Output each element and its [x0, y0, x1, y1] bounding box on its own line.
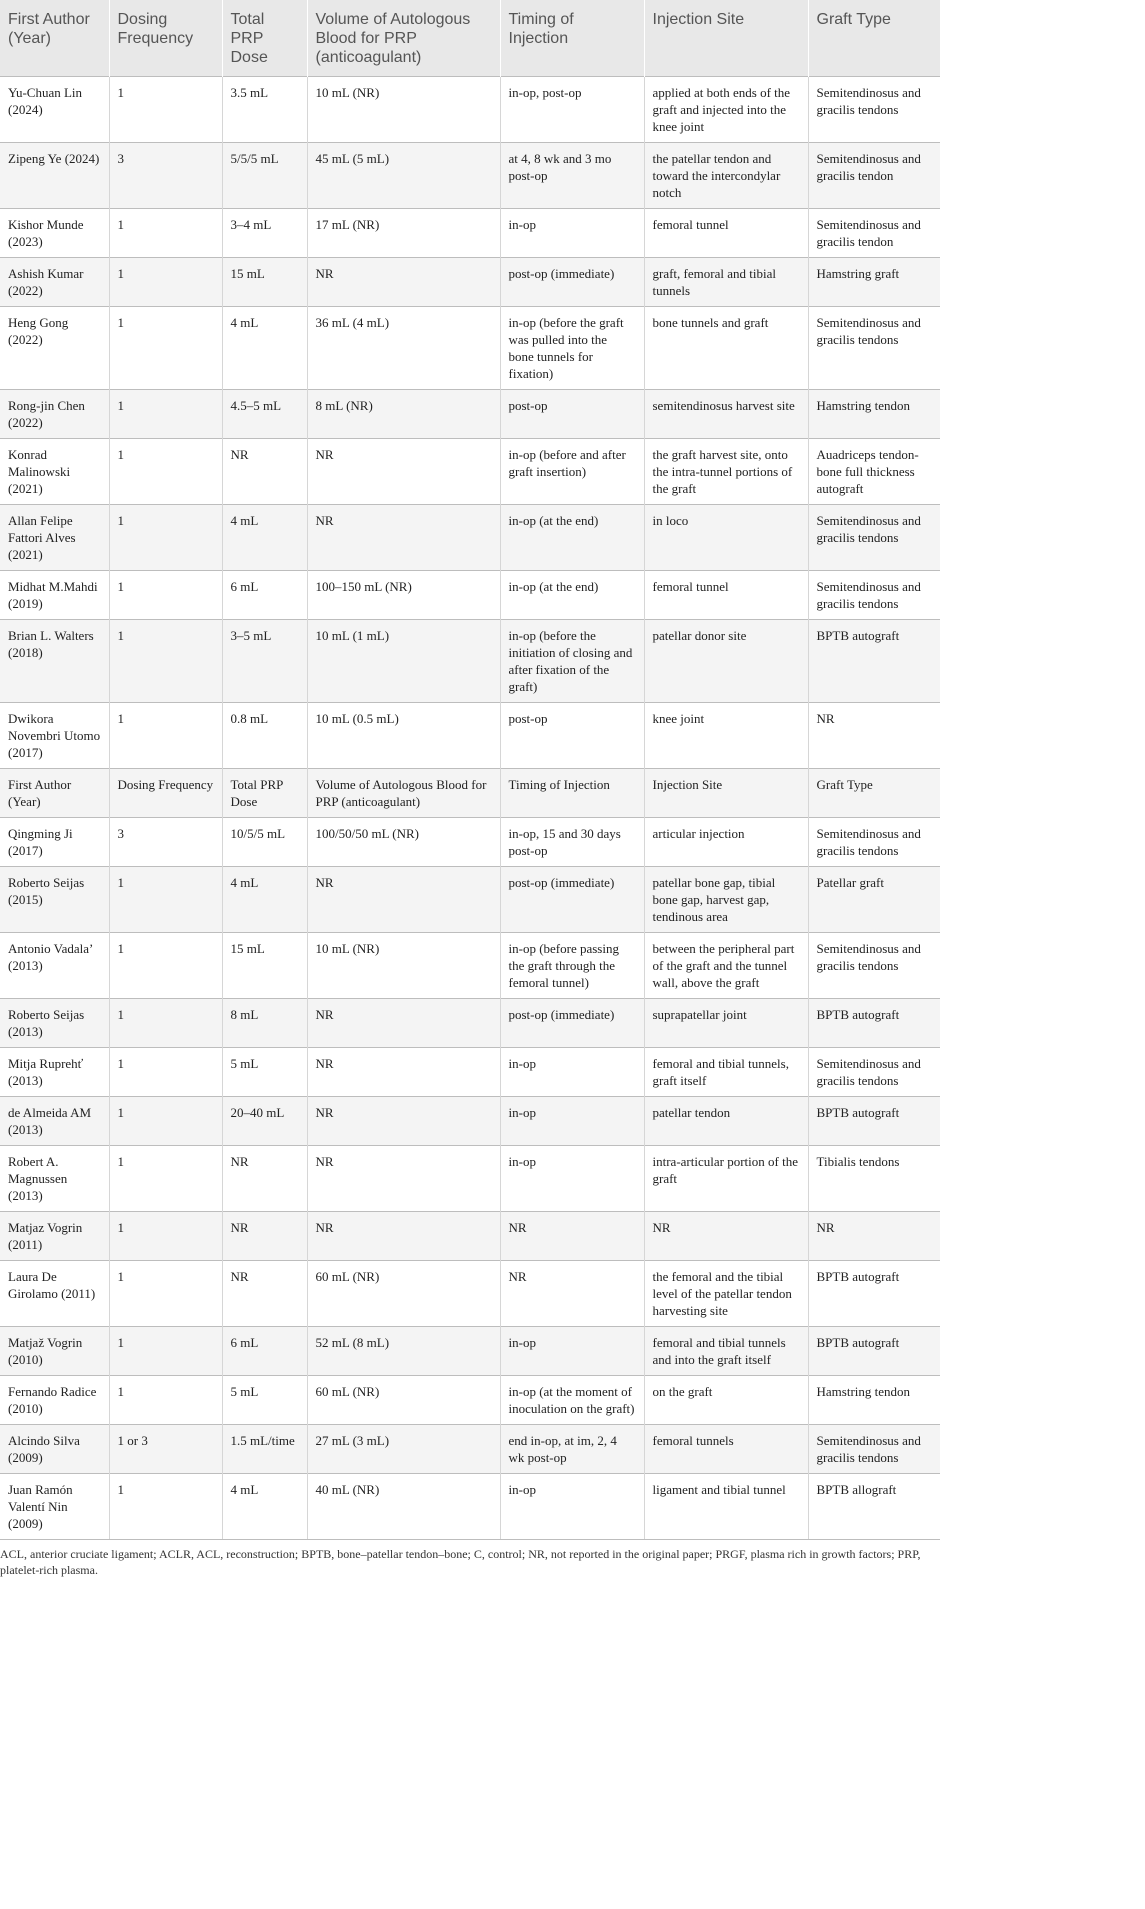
cell-injection-site: in loco — [644, 505, 808, 571]
cell-total-prp-dose: 4 mL — [222, 505, 307, 571]
header-total-prp-dose: Total PRP Dose — [222, 0, 307, 77]
cell-total-prp-dose: 3–4 mL — [222, 209, 307, 258]
cell-first-author: Matjaž Vogrin (2010) — [0, 1327, 109, 1376]
cell-dosing-frequency: 1 — [109, 1474, 222, 1540]
cell-blood-volume: 36 mL (4 mL) — [307, 307, 500, 390]
cell-injection-site: patellar bone gap, tibial bone gap, harvest gap, tendinous area — [644, 867, 808, 933]
table-row — [0, 1261, 940, 1327]
cell-graft-type: BPTB autograft — [808, 999, 940, 1048]
cell-timing: in-op — [500, 209, 644, 258]
cell-total-prp-dose: NR — [222, 1146, 307, 1212]
cell-first-author: Laura De Girolamo (2011) — [0, 1261, 109, 1327]
cell-timing: in-op (at the end) — [500, 571, 644, 620]
cell-graft-type: Semitendinosus and gracilis tendons — [808, 77, 940, 143]
cell-timing: in-op (at the end) — [500, 505, 644, 571]
cell-timing: at 4, 8 wk and 3 mo post-op — [500, 143, 644, 209]
cell-first-author: Dwikora Novembri Utomo (2017) — [0, 703, 109, 769]
cell-graft-type: BPTB autograft — [808, 1097, 940, 1146]
cell-injection-site: intra-articular portion of the graft — [644, 1146, 808, 1212]
cell-blood-volume: NR — [307, 999, 500, 1048]
cell-first-author: Robert A. Magnussen (2013) — [0, 1146, 109, 1212]
cell-total-prp-dose: 6 mL — [222, 1327, 307, 1376]
cell-graft-type: BPTB allograft — [808, 1474, 940, 1540]
cell-graft-type: BPTB autograft — [808, 620, 940, 703]
cell-blood-volume: 10 mL (NR) — [307, 933, 500, 999]
cell-injection-site: femoral and tibial tunnels and into the graft itself — [644, 1327, 808, 1376]
cell-injection-site: graft, femoral and tibial tunnels — [644, 258, 808, 307]
cell-injection-site: between the peripheral part of the graft and the tunnel wall, above the graft — [644, 933, 808, 999]
cell-total-prp-dose: 20–40 mL — [222, 1097, 307, 1146]
cell-first-author: Roberto Seijas (2015) — [0, 867, 109, 933]
cell-injection-site: Injection Site — [644, 769, 808, 818]
cell-graft-type: Auadriceps tendon-bone full thickness autograft — [808, 439, 940, 505]
cell-dosing-frequency: 1 — [109, 258, 222, 307]
cell-injection-site: femoral tunnel — [644, 571, 808, 620]
table-row — [0, 1212, 940, 1261]
cell-dosing-frequency: 1 — [109, 867, 222, 933]
cell-first-author: Mitja Ruprehť (2013) — [0, 1048, 109, 1097]
table-row — [0, 1097, 940, 1146]
cell-first-author: Rong-jin Chen (2022) — [0, 390, 109, 439]
cell-blood-volume: 45 mL (5 mL) — [307, 143, 500, 209]
cell-graft-type: Semitendinosus and gracilis tendons — [808, 307, 940, 390]
table-row — [0, 818, 940, 867]
header-injection-site: Injection Site — [644, 0, 808, 77]
cell-first-author: Heng Gong (2022) — [0, 307, 109, 390]
cell-dosing-frequency: 1 — [109, 77, 222, 143]
cell-total-prp-dose: 15 mL — [222, 258, 307, 307]
cell-total-prp-dose: NR — [222, 439, 307, 505]
cell-graft-type: Hamstring tendon — [808, 1376, 940, 1425]
cell-graft-type: Semitendinosus and gracilis tendon — [808, 209, 940, 258]
cell-timing: in-op (before passing the graft through the femoral tunnel) — [500, 933, 644, 999]
header-blood-volume: Volume of Autologous Blood for PRP (anticoagulant) — [307, 0, 500, 77]
cell-first-author: Yu-Chuan Lin (2024) — [0, 77, 109, 143]
cell-first-author: Juan Ramón Valentí Nin (2009) — [0, 1474, 109, 1540]
cell-graft-type: Hamstring tendon — [808, 390, 940, 439]
cell-blood-volume: 8 mL (NR) — [307, 390, 500, 439]
cell-graft-type: Hamstring graft — [808, 258, 940, 307]
cell-blood-volume: 60 mL (NR) — [307, 1261, 500, 1327]
cell-graft-type: NR — [808, 1212, 940, 1261]
cell-first-author: Matjaz Vogrin (2011) — [0, 1212, 109, 1261]
cell-total-prp-dose: Total PRP Dose — [222, 769, 307, 818]
cell-dosing-frequency: 1 — [109, 1097, 222, 1146]
cell-graft-type: NR — [808, 703, 940, 769]
cell-timing: in-op (at the moment of inoculation on the graft) — [500, 1376, 644, 1425]
cell-injection-site: knee joint — [644, 703, 808, 769]
cell-first-author: Konrad Malinowski (2021) — [0, 439, 109, 505]
header-row — [0, 0, 940, 77]
cell-total-prp-dose: 1.5 mL/time — [222, 1425, 307, 1474]
table-row — [0, 933, 940, 999]
cell-first-author: Fernando Radice (2010) — [0, 1376, 109, 1425]
cell-first-author: Alcindo Silva (2009) — [0, 1425, 109, 1474]
cell-blood-volume: 10 mL (0.5 mL) — [307, 703, 500, 769]
cell-timing: post-op — [500, 390, 644, 439]
cell-timing: in-op, 15 and 30 days post-op — [500, 818, 644, 867]
cell-timing: post-op (immediate) — [500, 999, 644, 1048]
table-row — [0, 258, 940, 307]
cell-dosing-frequency: 1 — [109, 999, 222, 1048]
cell-graft-type: Semitendinosus and gracilis tendons — [808, 571, 940, 620]
table-header — [0, 0, 940, 77]
cell-dosing-frequency: Dosing Frequency — [109, 769, 222, 818]
cell-timing: post-op (immediate) — [500, 258, 644, 307]
cell-injection-site: patellar tendon — [644, 1097, 808, 1146]
cell-total-prp-dose: 0.8 mL — [222, 703, 307, 769]
cell-dosing-frequency: 1 — [109, 571, 222, 620]
table-row — [0, 620, 940, 703]
table-row — [0, 307, 940, 390]
cell-injection-site: articular injection — [644, 818, 808, 867]
cell-blood-volume: 100/50/50 mL (NR) — [307, 818, 500, 867]
cell-timing: end in-op, at im, 2, 4 wk post-op — [500, 1425, 644, 1474]
table-row — [0, 390, 940, 439]
table-row — [0, 1474, 940, 1540]
header-timing: Timing of Injection — [500, 0, 644, 77]
cell-timing: in-op — [500, 1048, 644, 1097]
cell-graft-type: Patellar graft — [808, 867, 940, 933]
cell-total-prp-dose: 3–5 mL — [222, 620, 307, 703]
cell-blood-volume: 10 mL (1 mL) — [307, 620, 500, 703]
cell-timing: in-op (before and after graft insertion) — [500, 439, 644, 505]
cell-injection-site: femoral and tibial tunnels, graft itself — [644, 1048, 808, 1097]
cell-timing: in-op — [500, 1146, 644, 1212]
cell-first-author: Brian L. Walters (2018) — [0, 620, 109, 703]
cell-dosing-frequency: 1 — [109, 1376, 222, 1425]
header-first-author: First Author (Year) — [0, 0, 109, 77]
cell-timing: in-op — [500, 1327, 644, 1376]
cell-injection-site: NR — [644, 1212, 808, 1261]
cell-dosing-frequency: 1 — [109, 1261, 222, 1327]
cell-injection-site: the graft harvest site, onto the intra-tunnel portions of the graft — [644, 439, 808, 505]
table-row — [0, 1048, 940, 1097]
cell-injection-site: the femoral and the tibial level of the patellar tendon harvesting site — [644, 1261, 808, 1327]
cell-timing: in-op (before the initiation of closing and after fixation of the graft) — [500, 620, 644, 703]
table-body — [0, 77, 940, 1540]
cell-graft-type: Semitendinosus and gracilis tendons — [808, 505, 940, 571]
table-row — [0, 571, 940, 620]
cell-total-prp-dose: 15 mL — [222, 933, 307, 999]
cell-blood-volume: NR — [307, 1146, 500, 1212]
table-row — [0, 505, 940, 571]
cell-first-author: Qingming Ji (2017) — [0, 818, 109, 867]
cell-dosing-frequency: 1 — [109, 1146, 222, 1212]
cell-total-prp-dose: 5/5/5 mL — [222, 143, 307, 209]
header-graft-type: Graft Type — [808, 0, 940, 77]
table-row — [0, 209, 940, 258]
cell-total-prp-dose: 6 mL — [222, 571, 307, 620]
header-dosing-frequency: Dosing Frequency — [109, 0, 222, 77]
cell-blood-volume: NR — [307, 505, 500, 571]
cell-graft-type: Semitendinosus and gracilis tendons — [808, 818, 940, 867]
cell-first-author: Roberto Seijas (2013) — [0, 999, 109, 1048]
cell-dosing-frequency: 1 — [109, 307, 222, 390]
table-row — [0, 999, 940, 1048]
cell-dosing-frequency: 1 — [109, 1327, 222, 1376]
table-row — [0, 1425, 940, 1474]
cell-blood-volume: NR — [307, 1212, 500, 1261]
cell-total-prp-dose: 5 mL — [222, 1376, 307, 1425]
cell-graft-type: Tibialis tendons — [808, 1146, 940, 1212]
cell-timing: Timing of Injection — [500, 769, 644, 818]
cell-timing: NR — [500, 1212, 644, 1261]
cell-blood-volume: 40 mL (NR) — [307, 1474, 500, 1540]
cell-graft-type: BPTB autograft — [808, 1327, 940, 1376]
cell-injection-site: applied at both ends of the graft and injected into the knee joint — [644, 77, 808, 143]
cell-timing: post-op — [500, 703, 644, 769]
table-row — [0, 1327, 940, 1376]
table-row — [0, 1146, 940, 1212]
cell-injection-site: the patellar tendon and toward the intercondylar notch — [644, 143, 808, 209]
cell-dosing-frequency: 1 — [109, 1048, 222, 1097]
cell-dosing-frequency: 3 — [109, 143, 222, 209]
cell-total-prp-dose: 4.5–5 mL — [222, 390, 307, 439]
cell-dosing-frequency: 1 — [109, 505, 222, 571]
cell-dosing-frequency: 1 — [109, 620, 222, 703]
cell-total-prp-dose: NR — [222, 1212, 307, 1261]
cell-dosing-frequency: 1 or 3 — [109, 1425, 222, 1474]
cell-injection-site: semitendinosus harvest site — [644, 390, 808, 439]
cell-first-author: Antonio Vadala’ (2013) — [0, 933, 109, 999]
cell-injection-site: bone tunnels and graft — [644, 307, 808, 390]
table-row — [0, 143, 940, 209]
cell-blood-volume: NR — [307, 1097, 500, 1146]
cell-injection-site: femoral tunnel — [644, 209, 808, 258]
cell-dosing-frequency: 1 — [109, 390, 222, 439]
table-row — [0, 439, 940, 505]
cell-graft-type: Semitendinosus and gracilis tendons — [808, 1425, 940, 1474]
cell-blood-volume: 10 mL (NR) — [307, 77, 500, 143]
cell-total-prp-dose: 4 mL — [222, 867, 307, 933]
cell-dosing-frequency: 1 — [109, 933, 222, 999]
cell-injection-site: on the graft — [644, 1376, 808, 1425]
cell-first-author: de Almeida AM (2013) — [0, 1097, 109, 1146]
cell-graft-type: BPTB autograft — [808, 1261, 940, 1327]
cell-first-author: Kishor Munde (2023) — [0, 209, 109, 258]
cell-blood-volume: Volume of Autologous Blood for PRP (anticoagulant) — [307, 769, 500, 818]
cell-total-prp-dose: 4 mL — [222, 307, 307, 390]
cell-total-prp-dose: 3.5 mL — [222, 77, 307, 143]
cell-total-prp-dose: 5 mL — [222, 1048, 307, 1097]
cell-first-author: Zipeng Ye (2024) — [0, 143, 109, 209]
cell-injection-site: suprapatellar joint — [644, 999, 808, 1048]
cell-dosing-frequency: 3 — [109, 818, 222, 867]
cell-blood-volume: NR — [307, 1048, 500, 1097]
cell-graft-type: Graft Type — [808, 769, 940, 818]
cell-injection-site: femoral tunnels — [644, 1425, 808, 1474]
cell-graft-type: Semitendinosus and gracilis tendon — [808, 143, 940, 209]
cell-blood-volume: 100–150 mL (NR) — [307, 571, 500, 620]
cell-blood-volume: 52 mL (8 mL) — [307, 1327, 500, 1376]
cell-blood-volume: NR — [307, 258, 500, 307]
cell-first-author: Allan Felipe Fattori Alves (2021) — [0, 505, 109, 571]
cell-first-author: First Author (Year) — [0, 769, 109, 818]
cell-blood-volume: NR — [307, 867, 500, 933]
table-row — [0, 867, 940, 933]
table-row — [0, 77, 940, 143]
cell-total-prp-dose: 8 mL — [222, 999, 307, 1048]
cell-timing: in-op, post-op — [500, 77, 644, 143]
cell-dosing-frequency: 1 — [109, 703, 222, 769]
cell-timing: in-op — [500, 1097, 644, 1146]
cell-dosing-frequency: 1 — [109, 209, 222, 258]
cell-total-prp-dose: NR — [222, 1261, 307, 1327]
cell-blood-volume: 27 mL (3 mL) — [307, 1425, 500, 1474]
cell-total-prp-dose: 10/5/5 mL — [222, 818, 307, 867]
cell-graft-type: Semitendinosus and gracilis tendons — [808, 933, 940, 999]
cell-dosing-frequency: 1 — [109, 1212, 222, 1261]
table-footnote: ACL, anterior cruciate ligament; ACLR, ACL, reconstruction; BPTB, bone–patellar tendon–bone; C, control; NR, not reported in the original paper; PRGF, plasma rich in growth factors; PRP, platelet-rich plasma. — [0, 1547, 921, 1577]
cell-timing: post-op (immediate) — [500, 867, 644, 933]
table-row — [0, 703, 940, 769]
cell-blood-volume: 17 mL (NR) — [307, 209, 500, 258]
cell-blood-volume: NR — [307, 439, 500, 505]
table-row — [0, 769, 940, 818]
cell-blood-volume: 60 mL (NR) — [307, 1376, 500, 1425]
cell-timing: in-op (before the graft was pulled into the bone tunnels for fixation) — [500, 307, 644, 390]
cell-timing: NR — [500, 1261, 644, 1327]
cell-first-author: Midhat M.Mahdi (2019) — [0, 571, 109, 620]
cell-total-prp-dose: 4 mL — [222, 1474, 307, 1540]
cell-timing: in-op — [500, 1474, 644, 1540]
cell-injection-site: ligament and tibial tunnel — [644, 1474, 808, 1540]
cell-graft-type: Semitendinosus and gracilis tendons — [808, 1048, 940, 1097]
cell-first-author: Ashish Kumar (2022) — [0, 258, 109, 307]
table-row — [0, 1376, 940, 1425]
cell-injection-site: patellar donor site — [644, 620, 808, 703]
cell-dosing-frequency: 1 — [109, 439, 222, 505]
